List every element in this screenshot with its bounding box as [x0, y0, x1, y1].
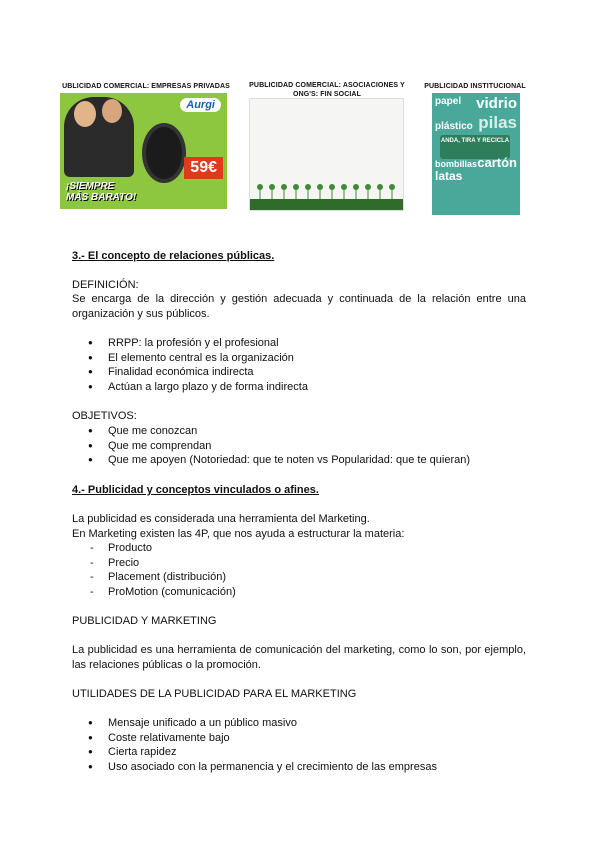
four-p-list	[72, 541, 236, 599]
ad-recycle-sticker: ANDA, TIRA Y RECICLA	[440, 135, 510, 159]
list-item: - Precio	[72, 556, 236, 571]
list-item: - Placement (distribución)	[72, 570, 236, 585]
list-item: ● Cierta rapidez	[72, 745, 437, 760]
list-item: ● Mensaje unificado a un público masivo	[72, 716, 437, 731]
list-item: ● Uso asociado con la permanencia y el crecimiento de las empresas	[72, 760, 437, 775]
ad-word-bombillas: bombillas	[435, 159, 478, 169]
ad-price: 59€	[184, 157, 223, 179]
definition-text: Se encarga de la dirección y gestión adecuada y continuada de la relación entre una organización y sus públicos.	[72, 293, 526, 320]
ad-word-latas: latas	[435, 169, 463, 183]
rrpp-bullet-list	[72, 336, 308, 394]
ad-brand-logo: Aurgi	[180, 98, 221, 112]
list-item: ● Actúan a largo plazo y de forma indirecta	[72, 380, 308, 395]
ad-institutional-image	[432, 93, 520, 215]
list-item: ● Que me apoyen (Notoriedad: que te noten vs Popularidad: que te quieran)	[72, 453, 470, 468]
list-item: ● Que me conozcan	[72, 424, 470, 439]
section-3-heading: 3.- El concepto de relaciones públicas.	[72, 250, 275, 262]
caption-ad-ngo	[244, 81, 410, 99]
ad-word-plastico: plástico	[435, 121, 473, 132]
utilidades-list	[72, 716, 437, 774]
ad-ngo-image	[249, 98, 404, 211]
list-item: - Producto	[72, 541, 236, 556]
list-item: ● Coste relativamente bajo	[72, 731, 437, 746]
ad-word-vidrio: vidrio	[476, 95, 517, 112]
caption-ad-private: UBLICIDAD COMERCIAL: EMPRESAS PRIVADAS	[62, 83, 230, 90]
list-item: ● RRPP: la profesión y el profesional	[72, 336, 308, 351]
ad-word-papel: papel	[435, 96, 462, 107]
list-item: ● El elemento central es la organización	[72, 351, 308, 366]
list-item: - ProMotion (comunicación)	[72, 585, 236, 600]
caption-ad-institutional: PUBLICIDAD INSTITUCIONAL	[424, 83, 526, 90]
objectives-list	[72, 424, 470, 468]
definition-label: DEFINICIÓN:	[72, 279, 139, 291]
objectives-label: OBJETIVOS:	[72, 410, 137, 422]
ad-word-carton: cartón	[477, 155, 517, 170]
list-item: ● Finalidad económica indirecta	[72, 365, 308, 380]
utilidades-label: UTILIDADES DE LA PUBLICIDAD PARA EL MARKETING	[72, 688, 357, 700]
ad-slogan	[66, 181, 136, 203]
section-4-paragraph-1: La publicidad es considerada una herramienta del Marketing.	[72, 513, 370, 525]
list-item: ● Que me comprendan	[72, 439, 470, 454]
tire-icon	[142, 123, 186, 183]
ad-ngo-plants-graphic	[250, 99, 404, 211]
ad-private-company-image	[60, 93, 227, 209]
ad-people-face	[74, 101, 96, 127]
publicidad-marketing-text: La publicidad es una herramienta de comunicación del marketing, como lo son, por ejemplo, las relaciones públicas o la promoción.	[72, 644, 526, 671]
ad-word-pilas: pilas	[478, 113, 517, 132]
section-4-paragraph-2: En Marketing existen las 4P, que nos ayuda a estructurar la materia:	[72, 528, 405, 540]
caption-ad-ngo-line2: ONG'S: FIN SOCIAL	[293, 91, 361, 98]
ad-slogan-line2: MÁS BARATO!	[66, 192, 137, 203]
caption-ad-ngo-line1: PUBLICIDAD COMERCIAL: ASOCIACIONES Y	[249, 82, 405, 89]
ad-people-face-2	[102, 99, 122, 123]
section-4-heading: 4.- Publicidad y conceptos vinculados o afines.	[72, 484, 319, 496]
ad-slogan-line1: ¡SIEMPRE	[66, 181, 115, 192]
publicidad-marketing-label: PUBLICIDAD Y MARKETING	[72, 615, 217, 627]
